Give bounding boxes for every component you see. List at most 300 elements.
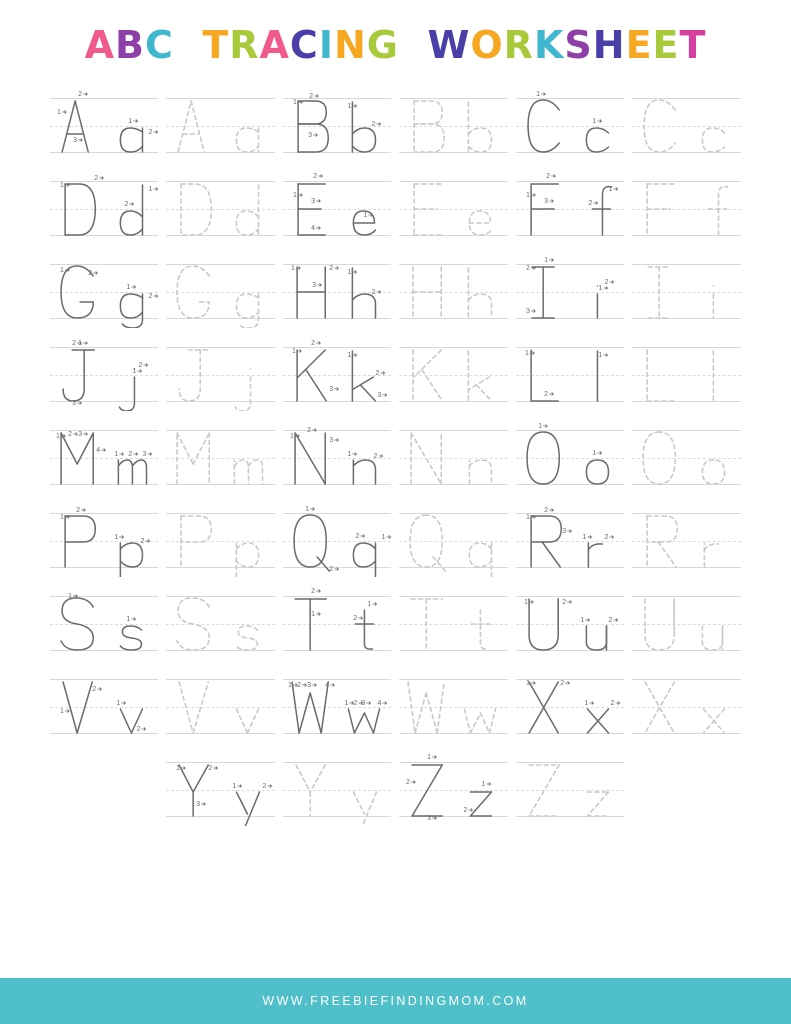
letter-glyphs-Nn (395, 422, 512, 494)
svg-text:1: 1 (523, 599, 528, 606)
title-letter: O (470, 23, 504, 67)
svg-text:2: 2 (610, 700, 615, 707)
uppercase-C (645, 100, 676, 152)
lowercase-q (353, 533, 390, 577)
svg-text:1: 1 (176, 765, 181, 772)
svg-text:3: 3 (328, 386, 333, 393)
svg-text:1: 1 (525, 192, 530, 199)
guided-Kk[interactable] (279, 339, 396, 411)
title-letter: K (533, 23, 565, 67)
footer-bar (0, 978, 791, 1024)
lowercase-k (347, 351, 386, 401)
svg-text:3: 3 (544, 198, 548, 205)
svg-text:1: 1 (290, 265, 295, 272)
letter-glyphs-Ee (395, 173, 512, 245)
svg-text:1: 1 (59, 514, 64, 521)
letter-glyphs-Xx (512, 671, 629, 743)
trace-Ii[interactable] (628, 256, 745, 328)
uppercase-E (293, 173, 325, 235)
svg-text:2: 2 (310, 340, 315, 347)
svg-text:4: 4 (95, 447, 100, 454)
svg-text:1: 1 (544, 257, 548, 264)
svg-text:1: 1 (367, 601, 372, 608)
svg-text:1: 1 (598, 285, 603, 292)
uppercase-S (177, 598, 209, 650)
svg-text:1: 1 (427, 754, 432, 761)
trace-Ss[interactable] (162, 588, 279, 660)
trace-Cc[interactable] (628, 90, 745, 162)
lowercase-u (580, 617, 617, 650)
svg-text:1: 1 (291, 348, 296, 355)
svg-text:1: 1 (310, 611, 315, 618)
guided-Xx[interactable] (512, 671, 629, 743)
uppercase-H (291, 265, 338, 318)
letter-glyphs-Jj (162, 339, 279, 411)
guided-Tt[interactable] (279, 588, 396, 660)
svg-text:2: 2 (75, 507, 80, 514)
svg-text:1: 1 (538, 423, 542, 430)
lowercase-g (236, 294, 258, 328)
footer-website-text: WWW.FREEBIEFINDINGMOM.COM (262, 994, 529, 1008)
uppercase-Y (296, 765, 325, 816)
uppercase-O (644, 432, 676, 484)
trace-Ww[interactable] (395, 671, 512, 743)
svg-text:1: 1 (592, 450, 597, 457)
lowercase-n (347, 451, 382, 484)
lowercase-j (119, 362, 147, 411)
uppercase-G (60, 266, 97, 318)
svg-text:2: 2 (355, 533, 359, 540)
letter-glyphs-Jj (46, 339, 163, 411)
trace-Ff[interactable] (628, 173, 745, 245)
svg-text:1: 1 (344, 700, 348, 707)
svg-text:1: 1 (584, 700, 589, 707)
trace-Kk[interactable] (395, 339, 512, 411)
svg-text:2: 2 (139, 538, 144, 545)
guided-Cc[interactable] (512, 90, 629, 162)
svg-text:2: 2 (312, 173, 317, 180)
lowercase-a (120, 118, 157, 152)
lowercase-c (703, 128, 725, 152)
uppercase-Y (176, 765, 217, 816)
trace-Mm[interactable] (162, 422, 279, 494)
svg-text:2: 2 (148, 129, 152, 136)
svg-text:1: 1 (481, 781, 486, 788)
title-letter: A (84, 23, 115, 67)
svg-text:1: 1 (535, 91, 540, 98)
uppercase-S (61, 593, 93, 650)
uppercase-D (60, 175, 103, 235)
svg-text:1: 1 (125, 616, 130, 623)
svg-text:2: 2 (328, 566, 333, 573)
title-letter: A (259, 23, 290, 67)
uppercase-L (648, 350, 675, 401)
guided-Pp[interactable] (46, 505, 163, 577)
lowercase-l (597, 351, 607, 401)
letter-glyphs-Pp (46, 505, 163, 577)
svg-text:2: 2 (208, 765, 213, 772)
letter-glyphs-Mm (46, 422, 163, 494)
lowercase-w (344, 700, 386, 733)
uppercase-I (649, 267, 671, 318)
letter-glyphs-Hh (279, 256, 396, 328)
lowercase-o (586, 450, 608, 484)
guided-Ll[interactable] (512, 339, 629, 411)
svg-text:2: 2 (296, 682, 301, 689)
uppercase-U (524, 599, 571, 650)
lowercase-f (588, 186, 617, 235)
letter-glyphs-Bb (279, 90, 396, 162)
svg-text:1: 1 (525, 514, 530, 521)
title-letter: I (318, 23, 334, 67)
uppercase-B (414, 101, 444, 152)
title-letter: E (625, 23, 653, 67)
guided-Bb[interactable] (279, 90, 396, 162)
title-letter: S (564, 23, 593, 67)
svg-text:2: 2 (375, 370, 380, 377)
svg-text:1: 1 (56, 109, 61, 116)
uppercase-V (60, 682, 101, 733)
svg-text:2: 2 (588, 200, 593, 207)
spacer-right (628, 754, 745, 826)
uppercase-G (177, 266, 209, 318)
guided-Ww[interactable] (279, 671, 396, 743)
uppercase-O (527, 423, 559, 484)
uppercase-F (648, 184, 675, 235)
guided-Nn[interactable] (279, 422, 396, 494)
letter-glyphs-Kk (395, 339, 512, 411)
uppercase-P (60, 507, 95, 567)
svg-text:1: 1 (580, 617, 585, 624)
trace-Aa[interactable] (162, 90, 279, 162)
svg-text:3: 3 (72, 137, 77, 144)
trace-Yy[interactable] (279, 754, 396, 826)
uppercase-N (290, 427, 338, 484)
svg-text:3: 3 (427, 815, 432, 822)
uppercase-D (181, 184, 211, 235)
svg-text:1: 1 (292, 99, 297, 106)
trace-Dd[interactable] (162, 173, 279, 245)
lowercase-s (120, 616, 141, 650)
guided-Dd[interactable] (46, 173, 163, 245)
svg-text:1: 1 (598, 352, 603, 359)
letter-glyphs-Ss (162, 588, 279, 660)
letter-glyphs-Uu (512, 588, 629, 660)
svg-text:2: 2 (137, 362, 142, 369)
lowercase-b (469, 102, 492, 152)
lowercase-k (469, 351, 492, 401)
uppercase-P (181, 516, 211, 567)
letter-row (46, 422, 746, 494)
guided-Ii[interactable] (512, 256, 629, 328)
svg-text:4: 4 (324, 682, 329, 689)
letter-glyphs-Ww (279, 671, 396, 743)
letter-glyphs-Ff (512, 173, 629, 245)
guided-Aa[interactable] (46, 90, 163, 162)
svg-text:1: 1 (525, 680, 530, 687)
uppercase-L (525, 350, 558, 401)
title-letter: H (592, 23, 626, 67)
trace-Ll[interactable] (628, 339, 745, 411)
lowercase-m (114, 451, 151, 484)
svg-text:2: 2 (373, 453, 378, 460)
uppercase-I (526, 257, 554, 318)
letter-glyphs-Dd (162, 173, 279, 245)
letter-glyphs-Tt (395, 588, 512, 660)
svg-text:3: 3 (141, 451, 146, 458)
trace-Zz[interactable] (512, 754, 629, 826)
svg-text:1: 1 (59, 267, 64, 274)
trace-Jj[interactable] (162, 339, 279, 411)
svg-text:1: 1 (148, 186, 152, 193)
svg-text:2: 2 (604, 534, 609, 541)
uppercase-R (648, 516, 678, 567)
lowercase-v (116, 700, 145, 733)
letter-glyphs-Gg (46, 256, 163, 328)
guided-Oo[interactable] (512, 422, 629, 494)
letter-glyphs-Uu (628, 588, 745, 660)
svg-text:1: 1 (55, 433, 60, 440)
trace-Hh[interactable] (395, 256, 512, 328)
lowercase-t (353, 601, 376, 649)
svg-text:2: 2 (328, 265, 333, 272)
svg-text:3: 3 (71, 400, 76, 407)
title-letter: T (679, 23, 707, 67)
letter-glyphs-Oo (512, 422, 629, 494)
trace-Bb[interactable] (395, 90, 512, 162)
svg-text:2: 2 (562, 599, 567, 606)
svg-text:1: 1 (59, 182, 64, 189)
svg-text:1: 1 (131, 368, 136, 375)
guided-Hh[interactable] (279, 256, 396, 328)
svg-text:1: 1 (287, 682, 292, 689)
guided-Gg[interactable] (46, 256, 163, 328)
svg-text:2: 2 (371, 121, 376, 128)
uppercase-Z (406, 754, 442, 822)
lowercase-q (470, 543, 492, 577)
title-letter (399, 26, 427, 64)
svg-text:1: 1 (289, 433, 294, 440)
letter-glyphs-Cc (628, 90, 745, 162)
lowercase-e (470, 211, 492, 235)
lowercase-d (236, 185, 258, 235)
lowercase-y (353, 792, 376, 826)
guided-Yy[interactable] (162, 754, 279, 826)
lowercase-r (582, 534, 613, 567)
svg-text:4: 4 (377, 700, 382, 707)
svg-text:2: 2 (67, 431, 72, 438)
svg-text:2: 2 (371, 289, 376, 296)
svg-text:1: 1 (113, 451, 118, 458)
svg-text:3: 3 (310, 198, 315, 205)
title-letter (174, 26, 202, 64)
svg-text:3: 3 (361, 700, 366, 707)
trace-Vv[interactable] (162, 671, 279, 743)
trace-Ee[interactable] (395, 173, 512, 245)
trace-Pp[interactable] (162, 505, 279, 577)
trace-Qq[interactable] (395, 505, 512, 577)
lowercase-a (236, 128, 258, 152)
letter-glyphs-Xx (628, 671, 745, 743)
letter-row (46, 505, 746, 577)
uppercase-N (411, 433, 441, 484)
title-letter: N (333, 23, 367, 67)
svg-text:2: 2 (463, 807, 468, 814)
guided-Ee[interactable] (279, 173, 396, 245)
title-letter: C (144, 23, 174, 67)
svg-text:3: 3 (562, 528, 567, 535)
guided-Ss[interactable] (46, 588, 163, 660)
letter-glyphs-Yy (279, 754, 396, 826)
letter-row (46, 173, 746, 245)
trace-Gg[interactable] (162, 256, 279, 328)
title-letter: C (289, 23, 319, 67)
trace-Uu[interactable] (628, 588, 745, 660)
uppercase-T (295, 588, 326, 650)
lowercase-z (464, 781, 492, 816)
letter-glyphs-Dd (46, 173, 163, 245)
letter-glyphs-Ll (512, 339, 629, 411)
guided-Jj[interactable] (46, 339, 163, 411)
svg-text:1: 1 (347, 352, 351, 359)
trace-Xx[interactable] (628, 671, 745, 743)
title-letter: B (114, 23, 145, 67)
guided-Qq[interactable] (279, 505, 396, 577)
letter-row (46, 256, 746, 328)
uppercase-W (408, 682, 444, 733)
letter-glyphs-Qq (395, 505, 512, 577)
trace-Oo[interactable] (628, 422, 745, 494)
lowercase-x (584, 700, 619, 733)
guided-Zz[interactable] (395, 754, 512, 826)
uppercase-Q (410, 515, 445, 571)
uppercase-R (526, 507, 571, 567)
svg-text:2: 2 (544, 391, 548, 398)
title-letter: R (229, 23, 260, 67)
uppercase-A (178, 101, 204, 152)
lowercase-r (705, 543, 719, 567)
uppercase-Z (529, 765, 559, 816)
svg-text:3: 3 (525, 308, 530, 315)
uppercase-J (63, 340, 94, 407)
letter-glyphs-Ll (628, 339, 745, 411)
letter-row (46, 671, 746, 743)
letter-glyphs-Aa (162, 90, 279, 162)
lowercase-p (236, 543, 258, 577)
guided-Vv[interactable] (46, 671, 163, 743)
uppercase-M (177, 433, 209, 484)
svg-text:1: 1 (67, 593, 72, 600)
trace-Tt[interactable] (395, 588, 512, 660)
guided-Rr[interactable] (512, 505, 629, 577)
uppercase-F (526, 173, 558, 235)
lowercase-w (465, 709, 496, 733)
letter-glyphs-Mm (162, 422, 279, 494)
letter-glyphs-Zz (395, 754, 512, 826)
guided-Mm[interactable] (46, 422, 163, 494)
svg-text:1: 1 (608, 186, 613, 193)
lowercase-d (120, 185, 157, 235)
uppercase-K (413, 350, 442, 401)
lowercase-u (703, 626, 723, 650)
letter-glyphs-Qq (279, 505, 396, 577)
letter-glyphs-Nn (279, 422, 396, 494)
letter-glyphs-Ww (395, 671, 512, 743)
svg-text:2: 2 (608, 617, 613, 624)
letter-glyphs-Oo (628, 422, 745, 494)
svg-text:1: 1 (77, 340, 82, 347)
trace-Nn[interactable] (395, 422, 512, 494)
trace-Rr[interactable] (628, 505, 745, 577)
guided-Uu[interactable] (512, 588, 629, 660)
letter-glyphs-Aa (46, 90, 163, 162)
svg-text:3: 3 (328, 437, 333, 444)
letter-row (46, 588, 746, 660)
uppercase-B (293, 93, 328, 152)
letter-glyphs-Gg (162, 256, 279, 328)
uppercase-E (414, 184, 441, 235)
letter-row (46, 90, 746, 162)
lowercase-x (704, 709, 725, 733)
letter-glyphs-Kk (279, 339, 396, 411)
svg-text:2: 2 (262, 783, 267, 790)
letter-glyphs-Ss (46, 588, 163, 660)
svg-text:2: 2 (306, 427, 311, 434)
svg-text:1: 1 (347, 451, 351, 458)
svg-text:2: 2 (604, 279, 609, 286)
svg-text:1: 1 (592, 118, 597, 125)
uppercase-X (526, 680, 569, 733)
letter-grid (46, 90, 746, 826)
svg-text:3: 3 (77, 431, 82, 438)
svg-text:2: 2 (353, 700, 357, 707)
svg-text:2: 2 (123, 201, 128, 208)
page-title (0, 0, 791, 68)
uppercase-K (292, 340, 338, 401)
svg-text:3: 3 (311, 282, 316, 289)
letter-glyphs-Bb (395, 90, 512, 162)
lowercase-j (235, 369, 250, 411)
svg-text:2: 2 (93, 175, 98, 182)
lowercase-g (120, 284, 157, 328)
letter-glyphs-Pp (162, 505, 279, 577)
guided-Ff[interactable] (512, 173, 629, 245)
lowercase-h (347, 268, 380, 318)
lowercase-z (587, 792, 608, 816)
svg-text:1: 1 (582, 534, 587, 541)
lowercase-f (709, 187, 728, 235)
svg-text:2: 2 (406, 779, 411, 786)
svg-text:3: 3 (196, 801, 201, 808)
letter-row (46, 339, 746, 411)
uppercase-H (413, 267, 441, 318)
svg-text:1: 1 (115, 700, 120, 707)
title-letter: T (202, 23, 230, 67)
svg-text:2: 2 (560, 680, 565, 687)
svg-text:1: 1 (524, 350, 529, 357)
svg-text:2: 2 (87, 270, 92, 277)
uppercase-Q (294, 506, 338, 573)
svg-text:1: 1 (59, 708, 64, 715)
svg-text:1: 1 (125, 284, 130, 291)
svg-text:3: 3 (306, 682, 311, 689)
uppercase-A (57, 91, 88, 152)
spacer-left (46, 754, 163, 826)
lowercase-p (114, 534, 149, 577)
svg-text:1: 1 (292, 192, 297, 199)
svg-text:1: 1 (347, 269, 351, 276)
letter-glyphs-Ee (279, 173, 396, 245)
